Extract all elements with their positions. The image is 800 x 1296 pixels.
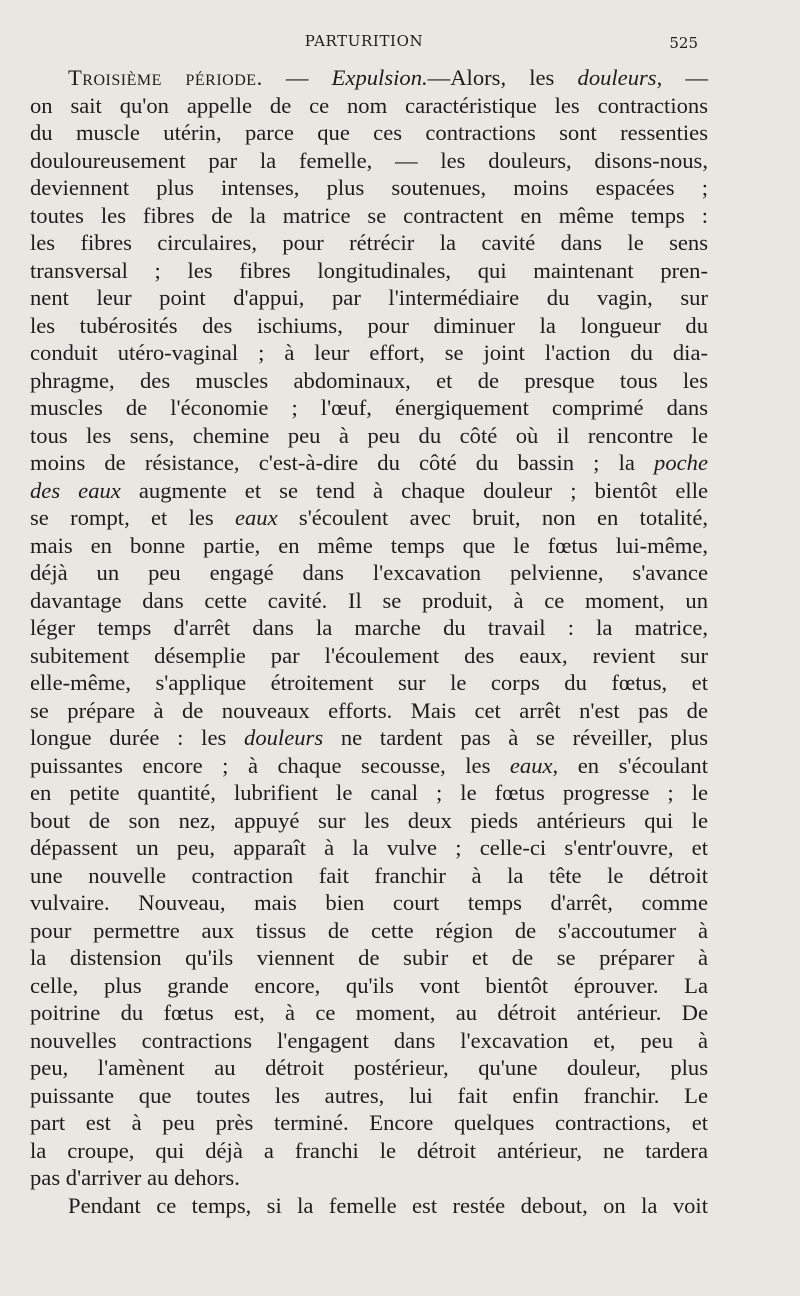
text-line: peu, l'amènent au détroit postérieur, qu'une douleur, plus — [30, 1055, 708, 1080]
text-line: phragme, des muscles abdominaux, et de presque tous les — [30, 367, 708, 393]
section-subtitle: Expulsion. — [331, 65, 428, 90]
text-line — [30, 724, 708, 752]
text-line: bout de son nez, appuyé sur les deux pieds antérieurs qui le — [30, 807, 708, 833]
text-line: toutes les fibres de la matrice se contractent en même temps : — [30, 202, 708, 228]
text-line: en petite quantité, lubrifient le canal ; le fœtus progresse ; le — [30, 780, 708, 805]
text-line — [30, 504, 708, 532]
term-eaux: eaux — [234, 505, 278, 530]
paragraph-last-line: pas d'arriver au dehors. — [30, 1165, 240, 1190]
text-line — [30, 477, 708, 505]
text-line: poitrine du fœtus est, à ce moment, au détroit antérieur. De — [30, 1000, 708, 1025]
text-line: on sait qu'on appelle de ce nom caractéristique les contractions — [30, 92, 708, 118]
text-span: se rompt, et les — [30, 505, 235, 530]
term-poche: poche — [654, 450, 708, 475]
heading-text: —Alors, les — [427, 65, 578, 90]
text-line: vulvaire. Nouveau, mais bien court temps d'arrêt, comme — [30, 890, 708, 915]
term-douleurs: douleurs — [244, 725, 324, 750]
page-number: 525 — [669, 34, 698, 52]
text-line: celle, plus grande encore, qu'ils vont bientôt éprouver. La — [30, 972, 708, 998]
text-line: déjà un peu engagé dans l'excavation pelvienne, s'avance — [30, 560, 708, 585]
section-title: Troisième période. — [68, 65, 263, 90]
heading-dash: — — [262, 65, 332, 90]
text-line: du muscle utérin, parce que ces contractions sont ressenties — [30, 120, 708, 145]
heading-tail: , — — [656, 65, 708, 90]
text-line: se prépare à de nouveaux efforts. Mais cet arrêt n'est pas de — [30, 697, 708, 723]
text-span: longue durée : les — [30, 725, 245, 750]
next-paragraph-line: Pendant ce temps, si la femelle est restée debout, on la voit — [68, 1192, 708, 1218]
page-header — [30, 32, 698, 56]
text-span: ne tardent pas à se réveiller, plus — [323, 725, 709, 750]
text-span: moins de résistance, c'est-à-dire du côté du bassin ; la — [30, 450, 655, 475]
text-line — [30, 449, 708, 477]
text-line: une nouvelle contraction fait franchir à la tête le détroit — [30, 862, 708, 888]
term-des-eaux: des eaux — [30, 477, 121, 503]
text-line: elle-même, s'applique étroitement sur le corps du fœtus, et — [30, 670, 708, 695]
text-line: nent leur point d'appui, par l'intermédiaire du vagin, sur — [30, 285, 708, 310]
text-line — [30, 752, 708, 780]
text-span: , en s'écoulant — [552, 752, 708, 778]
text-line: la distension qu'ils viennent de subir et de se préparer à — [30, 945, 708, 970]
term-douleurs: douleurs — [577, 65, 657, 90]
text-line: puissante que toutes les autres, lui fait enfin franchir. Le — [30, 1082, 708, 1108]
text-span: augmente et se tend à chaque douleur ; bientôt elle — [120, 477, 709, 503]
text-span: puissantes encore ; à chaque secousse, les — [30, 752, 510, 778]
text-line: mais en bonne partie, en même temps que le fœtus lui-même, — [30, 532, 708, 558]
text-line: conduit utéro-vaginal ; à leur effort, se joint l'action du dia- — [30, 340, 708, 365]
body-text — [30, 64, 708, 1219]
text-line: léger temps d'arrêt dans la marche du travail : la matrice, — [30, 615, 708, 640]
text-line: deviennent plus intenses, plus soutenues, moins espacées ; — [30, 175, 708, 200]
text-line: la croupe, qui déjà a franchi le détroit antérieur, ne tardera — [30, 1137, 708, 1163]
text-line: les fibres circulaires, pour rétrécir la cavité dans le sens — [30, 230, 708, 255]
text-line: tous les sens, chemine peu à peu du côté où il rencontre le — [30, 422, 708, 448]
term-eaux: eaux — [509, 752, 553, 778]
text-line: pour permettre aux tissus de cette région de s'accoutumer à — [30, 917, 708, 943]
text-line: davantage dans cette cavité. Il se produit, à ce moment, un — [30, 587, 708, 613]
text-line: subitement désemplie par l'écoulement des eaux, revient sur — [30, 642, 708, 668]
text-span: s'écoulent avec bruit, non en totalité, — [277, 505, 709, 530]
text-line: part est à peu près terminé. Encore quelques contractions, et — [30, 1110, 708, 1135]
text-line: transversal ; les fibres longitudinales, qui maintenant pren- — [30, 257, 708, 283]
section-heading-line — [30, 64, 708, 92]
text-line: muscles de l'économie ; l'œuf, énergiquement comprimé dans — [30, 395, 708, 420]
text-line: nouvelles contractions l'engagent dans l'excavation et, peu à — [30, 1027, 708, 1053]
text-line: dépassent un peu, apparaît à la vulve ; celle-ci s'entr'ouvre, et — [30, 835, 708, 860]
running-title: PARTURITION — [304, 32, 424, 50]
text-line: douloureusement par la femelle, — les douleurs, disons-nous, — [30, 147, 708, 173]
text-line: les tubérosités des ischiums, pour diminuer la longueur du — [30, 312, 708, 338]
